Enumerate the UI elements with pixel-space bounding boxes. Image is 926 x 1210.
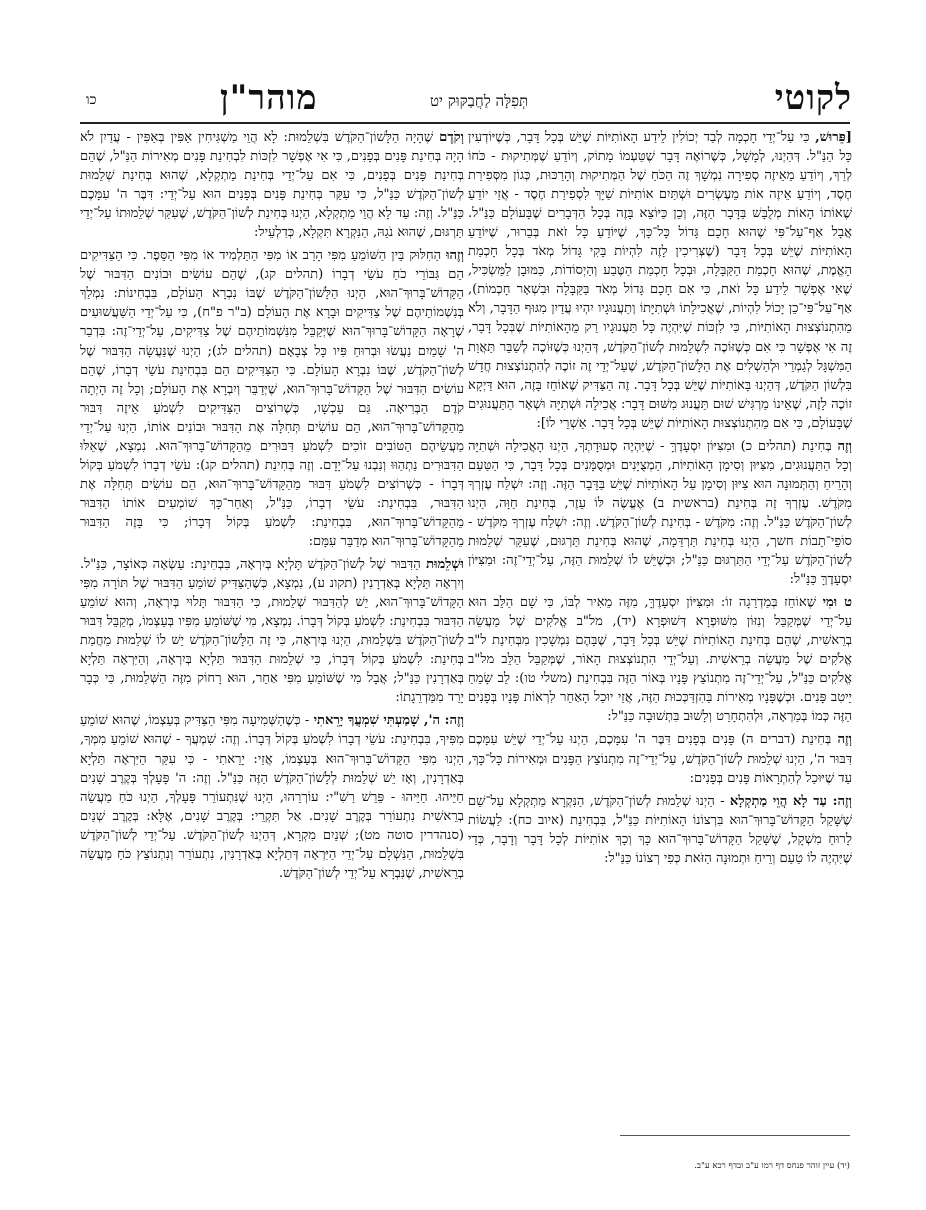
paragraph-lead: וּשְׁלֵמוּת xyxy=(426,557,464,573)
paragraph xyxy=(468,437,852,589)
paragraph xyxy=(80,711,464,882)
paragraph-text: הַדִּבּוּר שֶׁל לְשׁוֹן־הַקֹּדֶשׁ תָּלְיָא בְּיִרְאָה, בִּבְחִינַת: עַשְׂאָה כְּאוֹצָר, כַּנַּ"ל. וְיִרְאָה תַּלְיָא בְּאַדְרָנִין (תקונ ע), נִמְצָא, כְּשֶׁהַצַּדִּיק שׁוֹמֵעַ הַדִּבּוּר שֶׁל תּוֹרָה מִפִּי הַקָּדוֹשׁ־בָּרוּךְ־הוּא, יֵשׁ לְהַדִּבּוּר שְׁלֵמוּת, כִּי הַדִּבּוּר תָּלוּי בְּיִרְאָה, וְהוּא שׁוֹמֵעַ הַדִּבּוּר בִּבְחִינַת: לִשְׁמֹעַ בְּקוֹל דְּבָרוֹ. נִמְצָא, מִי שֶׁשּׁוֹמֵעַ מִפִּיו בְּעַצְמוֹ, מְקַבֵּל דִּבּוּר לְשׁוֹן־הַקֹּדֶשׁ בִּשְׁלֵמוּת, הַיְנוּ בְּיִרְאָה, כִּי זֶה הַלָּשׁוֹן־הַקֹּדֶשׁ יֵשׁ לוֹ שְׁלֵמוּת מֵחֲמַת בְּחִינַת: לִשְׁמֹעַ בְּקוֹל דְּבָרוֹ, כִּי שְׁלֵמוּת הַדִּבּוּר תַּלְיָא בְּיִרְאָה, וְהַיִּרְאָה תַּלְיָא בְּאַדְרָנִין כַּנַּ"ל; אֲבָל מִי שֶׁשּׁוֹמֵעַ מִפִּי אַחֵר, הוּא רָחוֹק מִזֶּה הַשְּׁלֵמוּת, כִּי כְּבָר יָרַד מִמַּדְרֵגָתוֹ: xyxy=(80,557,464,706)
header-rule xyxy=(80,122,850,124)
paragraph-text: כִּי עַל־יְדֵי חָכְמָה לְבַד יְכוֹלִין לֵידַע הָאוֹתִיּוֹת שֶׁיֵּשׁ בְּכָל דָּבָר, כְּשֶׁיּוֹדְעִין כָּל הַנַּ"ל. דְּהַיְנוּ, לְמָשָׁל, כְּשֶׁרוֹאֶה דָּבָר שֶׁטַּעְמוֹ מָתוֹק, וְיוֹדֵעַ שֶׁמְּתִיקוּת - כֹּחוֹ לְרַךְ, וְיוֹדֵעַ מֵאֵיזֶה סְפִירָה נִמְשָׁךְ זֶה הַכֹּחַ שֶׁל הַמְּתִיקוּת וְהָרַכּוּת, כְּגוֹן מִסְּפִירַת חֶסֶד, וְיוֹדֵעַ אֵיזֶה אוֹת מֵעֶשְׂרִים וּשְׁתַּיִם אוֹתִיּוֹת שַׁיָּךְ לִסְפִירַת חֶסֶד - אֲזַי יוֹדֵעַ שֶׁאוֹתוֹ הָאוֹת מְלֻבָּשׁ בַּדָּבָר הַזֶּה, וְכֵן כַּיּוֹצֵא בָּזֶה בְּכָל הַדְּבָרִים שֶׁבָּעוֹלָם כַּנַּ"ל. אֲבָל אַף־עַל־פִּי שֶׁהוּא חָכָם גָּדוֹל כָּל־כָּךְ, שֶׁיּוֹדֵעַ כָּל זֹאת בְּבֵרוּר, שֶׁיּוֹדֵעַ הָאוֹתִיּוֹת שֶׁיֵּשׁ בְּכָל דָּבָר (שֶׁצְּרִיכִין לָזֶה לִהְיוֹת בָּקִי גָּדוֹל מְאֹד בְּכָל חָכְמַת הָאֱמֶת, שֶׁהוּא חָכְמַת הַקַּבָּלָה, וּבְכָל חָכְמַת הַטֶּבַע וְהַיְסוֹדוֹת, כַּמּוּבָן לַמַּשְׂכִּיל, שֶׁאִי אֶפְשָׁר לֵידַע כָּל זֹאת, כִּי אִם חָכָם גָּדוֹל מְאֹד בַּקַּבָּלָה וּבִשְׁאָר חָכְמוֹת), אַף־עַל־פִּי־כֵן יָכוֹל לִהְיוֹת, שֶׁאֲכִילָתוֹ וּשְׁתִיָּתוֹ וְתַעֲנוּגָיו יִהְיוּ עֲדַיִן מִגּוּף הַדָּבָר, וְלֹא מֵהִתְנוֹצְצוּת הָאוֹתִיּוֹת, כִּי לִזְכּוֹת שֶׁיִּהְיֶה כָּל תַּעֲנוּגָיו רַק מֵהָאוֹתִיּוֹת שֶׁבְּכָל דָּבָר, זֶה אִי אֶפְשָׁר כִּי אִם כְּשֶׁזּוֹכֶה לִשְׁלֵמוּת לְשׁוֹן־הַקֹּדֶשׁ, דְּהַיְנוּ כְּשֶׁזּוֹכֶה לְשַׁבֵּר תַּאֲוַת הַמִּשְׁגָּל לְגַמְרֵי וּלְהַשְׁלִים אֶת הַלָּשׁוֹן־הַקֹּדֶשׁ, שֶׁעַל־יְדֵי זֶה זוֹכֶה לְהִתְנוֹצְצוּת חֲדָשׁ בִּלְשׁוֹן הַקֹּדֶשׁ, דְּהַיְנוּ בָּאוֹתִיּוֹת שֶׁיֵּשׁ בְּכָל דָּבָר. זֶה הַצַּדִּיק שֶׁאוֹחֵז בָּזֶה, הוּא דַּיְקָא זוֹכֶה לָזֶה, שֶׁאֵינוֹ מַרְגִּישׁ שׁוּם תַּעֲנוּג מִשּׁוּם דָּבָר: אֲכִילָה וּשְׁתִיָּה וּשְׁאָר הַתַּעֲנוּגִים שֶׁבָּעוֹלָם, כִּי אִם מֵהִתְנוֹצְצוּת הָאוֹתִיּוֹת שֶׁיֵּשׁ בְּכָל דָּבָר. אַשְׁרֵי לוֹ]: xyxy=(468,130,852,431)
paragraph-text: שֶׁהָיָה הַלָּשׁוֹן־הַקֹּדֶשׁ בִּשְׁלֵמוּת: לָא הֲוֵי מַשְׁגִּיחִין אַפִּין בְּאַפִּין - עֲדַיִן לֹא הָיָה בְּחִינַת פָּנִים בְּפָנִים, כִּי אִי אֶפְשָׁר לִזְכּוֹת לִבְחִינַת פָּנִים מְאִירוֹת הַנַּ"ל, שֶׁהֵם בְּחִינַת פָּנִים בְּפָנִים, כִּי אִם עַל־יְדֵי בְּחִינַת מַתְקְלָא, שֶׁהוּא בְּחִינַת שְׁלֵמוּת לְשׁוֹן־הַקֹּדֶשׁ כַּנַּ"ל, כִּי עִקַּר בְּחִינַת פָּנִים בְּפָנִים הוּא עַל־יְדֵי: דִּבֶּר ה' עִמָּכֶם כַּנַּ"ל. וְזֶה: עַד לָא הֲוֵי מַתְקְלָא, הַיְנוּ בְּחִינַת לְשׁוֹן־הַקֹּדֶשׁ, שֶׁעִקַּר שְׁלֵמוּתוֹ עַל־יְדֵי תַּרְגּוּם, שֶׁהוּא נֹגַהּ, הַנִּקְרָא תִּקְלָא, כְּדִלְעֵיל: xyxy=(80,130,464,241)
paragraph xyxy=(468,128,852,433)
paragraph-text: בְּחִינַת (תהלים כ) וּמִצִּיּוֹן יִסְעָדֶךָּ - שֶׁיִּהְיֶה סְעוּדָתְךָ, הַיְנוּ הָאֲכִילָה וּשְׁתִיָּה וְכָל הַתַּעֲנוּגִים, מִצִּיּוּן וְסִימָן הָאוֹתִיּוֹת, הַמְצֻיָּנִים וּמְסֻמָּנִים בְּכָל דָּבָר, כִּי הַטַּעַם וְהָרֵיחַ וְהַתְּמוּנָה הוּא צִיּוּן וְסִימָן עַל הָאוֹתִיּוֹת שֶׁיֵּשׁ בַּדָּבָר הַזֶּה. וְזֶה: יִשְׁלַח עֶזְרְךָ מִקֹּדֶשׁ. עֶזְרְךָ זֶה בְּחִינַת (בראשית ב) אֶעֱשֶׂה לּוֹ עֵזֶר, בְּחִינַת חַוָּה, הַיְנוּ לְשׁוֹן־הַקֹּדֶשׁ כַּנַּ"ל. וְזֶה: מִקֹּדֶשׁ - בְּחִינַת לְשׁוֹן־הַקֹּדֶשׁ. וְזֶה: יִשְׁלַח עֶזְרְךָ מִקֹּדֶשׁ - סוֹפֵי־תֵבוֹת חשך, הַיְנוּ בְּחִינַת תַּרְדֵּמָה, שֶׁהוּא בְּחִינַת תַּרְגּוּם, שֶׁעִקַּר שְׁלֵמוּת לְשׁוֹן־הַקֹּדֶשׁ עַל־יְדֵי הַתַּרְגּוּם כַּנַּ"ל; וּכְשֶׁיֵּשׁ לוֹ שְׁלֵמוּת הַזֶּה, עַל־יְדֵי־זֶה: וּמִצִּיּוֹן יִסְעָדֶךָּ כַּנַּ"ל: xyxy=(468,438,852,588)
page-number: כו xyxy=(86,92,97,108)
left-column xyxy=(80,128,464,1128)
paragraph xyxy=(468,593,852,726)
paragraph xyxy=(80,555,464,707)
paragraph-lead: [פֵּרוּשׁ, xyxy=(815,130,852,145)
paragraph-text: בְּחִינַת (דברים ה) פָּנִים בְּפָנִים דִּבֶּר ה' עִמָּכֶם, הַיְנוּ עַל־יְדֵי שֶׁיֵּשׁ עִמָּכֶם דִּבּוּר ה', הַיְנוּ שְׁלֵמוּת לְשׁוֹן־הַקֹּדֶשׁ, עַל־יְדֵי־זֶה מִתְנוֹצֵץ הַפָּנִים וּמְאִירוֹת כָּל־כָּךְ, עַד שֶׁיּוּכַל לְהִתְרָאוֹת פָּנִים בְּפָנִים: xyxy=(468,732,852,786)
paragraph-text: - כְּשֶׁהַשְּׁמִיעָה מִפִּי הַצַּדִּיק בְּעַצְמוֹ, שֶׁהוּא שׁוֹמֵעַ מִפִּיךָ, בִּבְחִינַת: עֹשֵׂי דְבָרוֹ לִשְׁמֹעַ בְּקוֹל דְּבָרוֹ. וְזֶה: שִׁמְעֲךָ - שֶׁהוּא שׁוֹמֵעַ מִמְּךָ, הַיְנוּ מִפִּי הַקָּדוֹשׁ־בָּרוּךְ־הוּא בְּעַצְמוֹ, אֲזַי: יָרֵאתִי - כִּי עִקַּר הַיִּרְאָה תַּלְיָא בְּאַדְרָנִין, וְאָז יֵשׁ שְׁלֵמוּת לְלָשׁוֹן־הַקֹּדֶשׁ הַזֶּה כַּנַּ"ל. וְזֶה: ה' פָּעָלְךָ בְּקֶרֶב שָׁנִים חַיֵּיהוּ. חַיֵּיהוּ - פֵּרֵשׁ רַשִׁ"י: עוֹרְרֵהוּ, הַיְנוּ שֶׁנִּתְעוֹרֵר פָּעָלְךָ, הַיְנוּ כֹּחַ מַעֲשֵׂה בְרֵאשִׁית נִתְעוֹרֵר בְּקֶרֶב שָׁנִים. אַל תִּקְרֵי: בְּקֶרֶב שָׁנִים, אֶלָּא: בְּקֶרֶב שְׁנַיִם (סנהדרין סוטה מט); שְׁנַיִם מִקְרָא, דְּהַיְנוּ לְשׁוֹן־הַקֹּדֶשׁ. עַל־יְדֵי לְשׁוֹן־הַקֹּדֶשׁ בִּשְׁלֵמוּת, הַנִּשְׁלָם עַל־יְדֵי הַיִּרְאָה דְּתַלְיָא בְּאַדְרָנִין, נִתְעוֹרֵר וְנִתְנוֹצֵץ כֹּחַ מַעֲשֵׂה בְרֵאשִׁית, שֶׁנִּבְרָא עַל־יְדֵי לְשׁוֹן־הַקֹּדֶשׁ. xyxy=(80,713,464,881)
right-column xyxy=(468,128,852,1128)
paragraph xyxy=(468,730,852,787)
footnote-separator xyxy=(620,1135,850,1136)
paragraph-lead: ט וּמִי xyxy=(822,595,852,611)
paragraph-text: הַחִלּוּק בֵּין הַשּׁוֹמֵעַ מִפִּי הָרַב אוֹ מִפִּי הַתַּלְמִיד אוֹ מִפִּי הַסֵּפֶר. כִּי הַצַּדִּיקִים הֵם גִּבּוֹרֵי כֹחַ עֹשֵׂי דְבָרוֹ (תהלים קג), שֶׁהֵם עוֹשִׂים וּבוֹנִים הַדִּבּוּר שֶׁל הַקָּדוֹשׁ־בָּרוּךְ־הוּא, הַיְנוּ הַלָּשׁוֹן־הַקֹּדֶשׁ שֶׁבּוֹ נִבְרָא הָעוֹלָם, בִּבְחִינוֹת: נִמְלַךְ בְּנִשְׁמוֹתֵיהֶם שֶׁל צַדִּיקִים וּבָרָא אֶת הָעוֹלָם (ב"ר פ"ח), כִּי עַל־יְדֵי הַשַּׁעֲשׁוּעִים שֶׁרָאָה הַקָּדוֹשׁ־בָּרוּךְ־הוּא שֶׁיְּקַבֵּל מִנִּשְׁמוֹתֵיהֶם שֶׁל צַדִּיקִים, עַל־יְדֵי־זֶה: בִּדְבַר ה' שָׁמַיִם נַעֲשׂוּ וּבְרוּחַ פִּיו כָּל צְבָאָם (תהלים לג); הַיְנוּ שֶׁנַּעֲשָׂה הַדִּבּוּר שֶׁל לְשׁוֹן־הַקֹּדֶשׁ, שֶׁבּוֹ נִבְרָא הָעוֹלָם. כִּי הַצַּדִּיקִים הֵם בִּבְחִינַת עֹשֵׂי דְבָרוֹ, שֶׁהֵם עוֹשִׂים הַדִּבּוּר שֶׁל הַקָּדוֹשׁ־בָּרוּךְ־הוּא, שֶׁיְּדַבֵּר וְיִבְרָא אֶת הָעוֹלָם; וְכָל זֶה הָיְתָה קֹדֶם הַבְּרִיאָה. גַּם עַכְשָׁו, כְּשֶׁרוֹצִים הַצַּדִּיקִים לִשְׁמֹעַ אֵיזֶה דִּבּוּר מֵהַקָּדוֹשׁ־בָּרוּךְ־הוּא, הֵם עוֹשִׂים תְּחִלָּה אֶת הַדִּבּוּר וּבוֹנִים אוֹתוֹ, הַיְנוּ עַל־יְדֵי מַעֲשֵׂיהֶם הַטּוֹבִים זוֹכִים לִשְׁמֹעַ דִּבּוּרִים מֵהַקָּדוֹשׁ־בָּרוּךְ־הוּא. נִמְצָא, שֶׁאֵלּוּ הַדִּבּוּרִים נַתְהַוּוּ וְנִבְנוּ עַל־יָדָם. וְזֶה בְּחִינַת (תהלים קג): עֹשֵׂי דְבָרוֹ לִשְׁמֹעַ בְּקוֹל דְּבָרוֹ - כְּשֶׁרוֹצִים לִשְׁמֹעַ דִּבּוּר מֵהַקָּדוֹשׁ־בָּרוּךְ־הוּא, הֵם עוֹשִׂים תְּחִלָּה אֶת הַדִּבּוּר, בִּבְחִינַת: עֹשֵׂי דְבָרוֹ, כַּנַּ"ל, וְאַחַר־כָּךְ שׁוֹמְעִים אוֹתוֹ הַדִּבּוּר מֵהַקָּדוֹשׁ־בָּרוּךְ־הוּא, בִּבְחִינַת: לִשְׁמֹעַ בְּקוֹל דְּבָרוֹ; כִּי בָּזֶה הַדִּבּוּר מֵהַקָּדוֹשׁ־בָּרוּךְ־הוּא מְדַבֵּר עִמָּם: xyxy=(80,248,464,549)
paragraph xyxy=(468,792,852,868)
footnote: (יד) עיין זוהר פנחס דף רמו ע"ב ובדף רכא ע"ב. xyxy=(694,1161,850,1171)
paragraph xyxy=(80,246,464,551)
paragraph-text: - הַיְנוּ שְׁלֵמוּת לְשׁוֹן־הַקֹּדֶשׁ, הַנִּקְרָא מַתְקְלָא עַל־שֵׁם שֶׁשָּׁקַל הַקָּדוֹשׁ־בָּרוּךְ־הוּא בִּרְצוֹנוֹ הָאוֹתִיּוֹת כַּנַּ"ל, בִּבְחִינַת (איוב כח): לַעֲשׂוֹת לָרוּחַ מִשְׁקָל, שֶׁשָּׁקַל הַקָּדוֹשׁ־בָּרוּךְ־הוּא כָּךְ וְכָךְ אוֹתִיּוֹת לְכָל דָּבָר וְדָבָר, כְּדֵי שֶׁיִּהְיֶה לוֹ טַעַם וְרֵיחַ וּתְמוּנָה הַזֹּאת כְּפִי רְצוֹנוֹ כַּנַּ"ל: xyxy=(468,793,852,866)
paragraph-lead: וְקֹדֶם xyxy=(439,130,464,145)
paragraph-text: שֶׁאוֹחֵז בְּמַדְרֵגָה זוֹ: וּמִצִּיּוֹן יִסְעָדֶךָּ, מִזֶּה מֵאִיר לְבּוֹ, כִּי שָׁם הַלֵּב הוּא עַל־יְדֵי שֶׁמְּקַבֵּל וְנִזּוֹן מִשּׁוּפְרָא דְּשׁוּפְרָא (יד), מל"ב אֱלֹקִים שֶׁל מַעֲשֵׂה בְרֵאשִׁית, שֶׁהֵם בְּחִינַת הָאוֹתִיּוֹת שֶׁיֵּשׁ בְּכָל דָּבָר, שֶׁבָּהֶם נִמְשָׁכִין מִבְּחִינַת ל"ב אֱלֹקִים שֶׁל מַעֲשֵׂה בְרֵאשִׁית. וְעַל־יְדֵי הִתְנוֹצְצוּת הָאוֹר, שֶׁמְּקַבֵּל הַלֵּב מל"ב אֱלֹקִים כַּנַּ"ל, עַל־יְדֵי־זֶה מִתְנוֹצֵץ פָּנָיו בְּאוֹר הַזֶּה בִּבְחִינַת (משלי טו): לֵב שָׂמֵחַ יֵיטִב פָּנִים. וּכְשֶׁפָּנָיו מְאִירוֹת בַּהִזְדַּכְּכוּת הַזֶּה, אֲזַי יוּכַל הָאַחֵר לִרְאוֹת פָּנָיו בְּפָנִים הַזֶּה כְּמוֹ בְּמַרְאָה, וּלְהִתְחָרֵט וְלָשׁוּב בִּתְשׁוּבָה כַּנַּ"ל: xyxy=(468,595,852,725)
book-title: לקוטי xyxy=(774,78,852,118)
paragraph-lead: וְזֶה: עַד לָא הֲוֵי מַתְקְלָא xyxy=(729,793,852,809)
paragraph-lead: וְזֶהוּ xyxy=(446,248,464,264)
section-title: תְּפִלָּה לַחֲבַקּוּק יט xyxy=(430,92,529,110)
paragraph-lead: וְזֶה: ה', שָׁמַעְתִּי שִׁמְעֲךָ יָרֵאתִי xyxy=(313,713,464,729)
paragraph xyxy=(80,128,464,242)
paragraph-lead: וְזֶה xyxy=(837,438,852,454)
book-title-continuation: מוהר"ן xyxy=(220,78,318,118)
running-header xyxy=(70,78,860,118)
paragraph-lead: וְזֶה xyxy=(837,732,852,748)
